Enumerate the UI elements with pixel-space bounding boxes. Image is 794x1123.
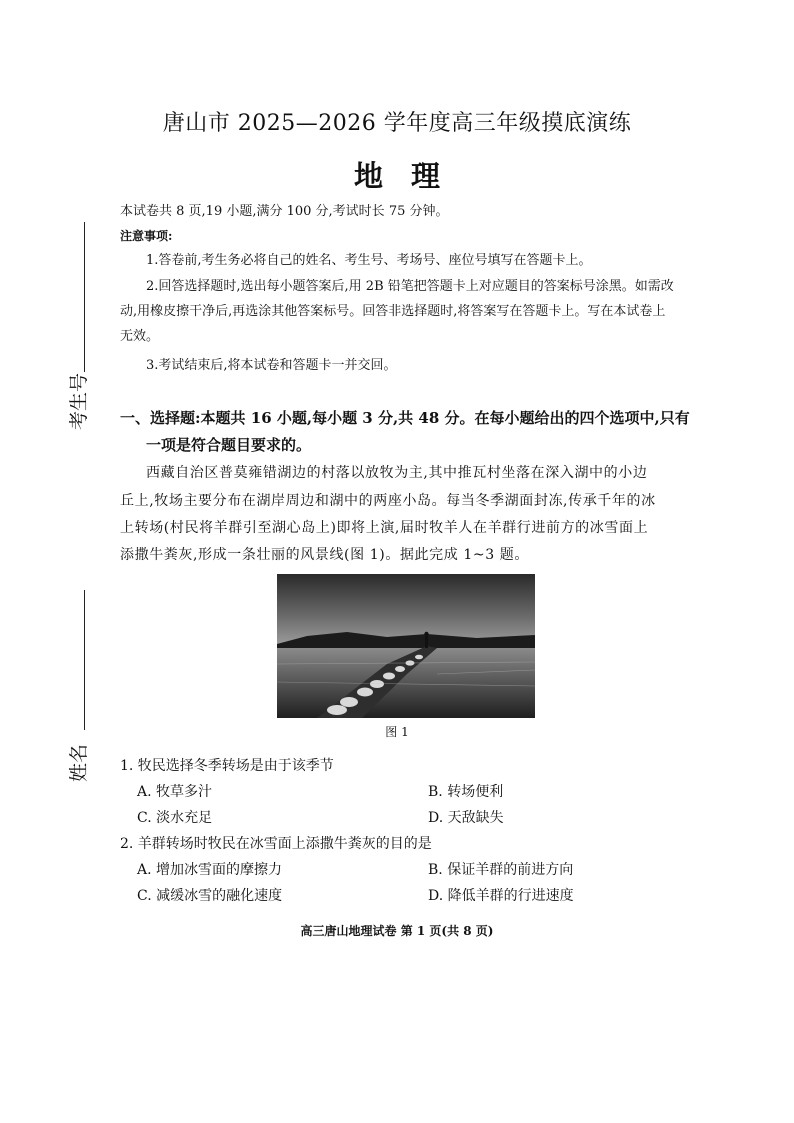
passage-line-3: 上转场(村民将羊群引至湖心岛上)即将上演,届时牧羊人在羊群行进前方的冰雪面上 [120,520,649,536]
question-2-option-b: B. 保证羊群的前进方向 [428,862,574,878]
question-1-option-a: A. 牧草多汁 [137,784,213,800]
passage-line-1: 西藏自治区普莫雍错湖边的村落以放牧为主,其中推瓦村坐落在深入湖中的小边 [146,465,648,481]
question-2-stem: 2. 羊群转场时牧民在冰雪面上添撒牛粪灰的目的是 [120,836,432,852]
name-label: 姓名 [68,743,90,782]
section-1-heading-line-1: 一、选择题:本题共 16 小题,每小题 3 分,共 48 分。在每小题给出的四个选项中,只有 [120,409,690,427]
section-1-heading-line-2: 一项是符合题目要求的。 [146,436,312,454]
subject-title: 地理 [353,159,468,193]
candidate-number-label: 考生号 [68,372,90,430]
note-item-2-line-3: 无效。 [120,329,160,344]
figure-1-caption: 图 1 [385,725,409,739]
candidate-number-line [84,222,85,372]
figure-1-photo [277,574,535,718]
passage-line-4: 添撒牛粪灰,形成一条壮丽的风景线(图 1)。据此完成 1~3 题。 [120,547,529,563]
question-1-option-c: C. 淡水充足 [137,810,213,826]
exam-intro: 本试卷共 8 页,19 小题,满分 100 分,考试时长 75 分钟。 [120,204,449,219]
name-line [84,590,85,730]
note-item-2-line-1: 2.回答选择题时,选出每小题答案后,用 2B 铅笔把答题卡上对应题目的答案标号涂黑。如需改 [146,279,674,294]
notes-heading: 注意事项: [120,229,173,243]
exam-title: 唐山市 2025—2026 学年度高三年级摸底演练 [162,111,632,136]
question-1-option-d: D. 天敌缺失 [428,810,504,826]
question-2-option-c: C. 减缓冰雪的融化速度 [137,888,283,904]
page-footer: 高三唐山地理试卷 第 1 页(共 8 页) [300,924,494,938]
question-2-option-d: D. 降低羊群的行进速度 [428,888,574,904]
question-1-option-b: B. 转场便利 [428,784,504,800]
note-item-1: 1.答卷前,考生务必将自己的姓名、考生号、考场号、座位号填写在答题卡上。 [146,253,592,268]
note-item-2-line-2: 动,用橡皮擦干净后,再选涂其他答案标号。回答非选择题时,将答案写在答题卡上。写在本试卷上 [120,304,666,319]
note-item-3: 3.考试结束后,将本试卷和答题卡一并交回。 [146,358,397,373]
passage-line-2: 丘上,牧场主要分布在湖岸周边和湖中的两座小岛。每当冬季湖面封冻,传承千年的冰 [120,493,656,509]
frozen-lake-sheep-image [277,574,535,718]
question-1-stem: 1. 牧民选择冬季转场是由于该季节 [120,758,334,774]
question-2-option-a: A. 增加冰雪面的摩擦力 [137,862,283,878]
